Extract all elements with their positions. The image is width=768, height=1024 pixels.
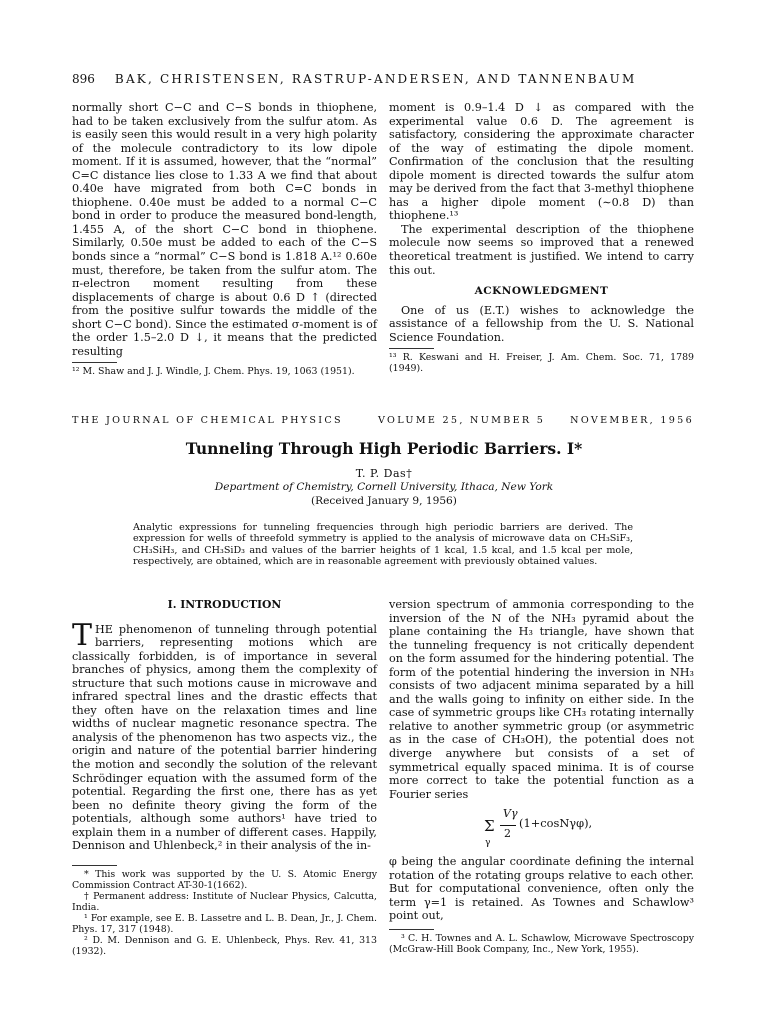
running-head-authors: BAK, CHRISTENSEN, RASTRUP-ANDERSEN, AND TANNENBAUM xyxy=(114,72,637,86)
equation-fraction-bar xyxy=(500,825,516,826)
journal-info-line xyxy=(72,415,694,426)
article-right-column xyxy=(389,598,694,955)
page-number: 896 xyxy=(72,72,95,86)
article-abstract: Analytic expressions for tunneling frequencies through high periodic barriers are derived. The expression for wells of threefold symmetry is applied to the analysis of microwave data on CH₃SiF₃, CH₃SiH₃, and CH₃SiD₃ and values of the barrier heights of 1 kcal, 1.5 kcal, and 1.5 kcal per mole, respectively, are obtained, which are in reasonable agreement with previously obtained values. xyxy=(133,522,633,568)
footnote-13: ¹³ R. Keswani and H. Freiser, J. Am. Chem. Soc. 71, 1789 (1949). xyxy=(389,352,694,375)
intro-paragraph-container xyxy=(72,617,377,853)
footnote-2: ² D. M. Dennison and G. E. Uhlenbeck, Phys. Rev. 41, 313 (1932). xyxy=(72,934,377,957)
footnote-12: ¹² M. Shaw and J. J. Windle, J. Chem. Phys. 19, 1063 (1951). xyxy=(72,366,355,378)
fourier-equation xyxy=(389,807,694,849)
journal-name: THE JOURNAL OF CHEMICAL PHYSICS xyxy=(72,415,343,426)
journal-volume: VOLUME 25, NUMBER 5 xyxy=(378,415,546,426)
section-heading: I. INTRODUCTION xyxy=(167,598,282,611)
equation-numerator: Vγ xyxy=(503,807,518,821)
article-right-paragraph-1: version spectrum of ammonia corresponding to the inversion of the N of the NH₃ pyramid about the plane containing the H₃ triangle, have shown that the tunneling frequency is not critically dependent on the form assumed for the hindering potential. The form of the potential hindering the inversion in NH₃ consists of two adjacent minima separated by a hill and the walls going to infinity on either side. In the case of symmetric groups like CH₃ rotating internally relative to another symmetric group (or asymmetric as in the case of CH₃OH), the potential does not diverge anywhere but consists of a set of symmetrical equally spaced minima. It is of course more correct to take the potential function as a Fourier series xyxy=(389,598,694,801)
article-right-footnote xyxy=(389,933,694,955)
prev-article-left-paragraph: normally short C−C and C−S bonds in thiophene, had to be taken exclusively from the sulfur atom. As is easily seen this would result in a very high polarity of the molecule contradictory to its low dipole moment. If it is assumed, however, that the “normal” C=C distance lies close to 1.33 A we find that about 0.40e have migrated from both C=C bonds in thiophene. 0.40e must be added to a normal C−C bond in order to produce the measured bond-length, 1.455 A, of the short C−C bond in thiophene. Similarly, 0.50e must be added to each of the C−S bonds since a “normal” C−S bond is 1.818 A.¹² 0.60e must, therefore, be taken from the sulfur atom. The π-electron moment resulting from these displacements of charge is about 0.6 D ↑ (directed from the positive sulfur towards the middle of the short C−C bond). Since the estimated σ-moment is of the order 1.5–2.0 D ↓, it means that the predicted resulting xyxy=(72,101,377,358)
prev-article-right-paragraph-1: moment is 0.9–1.4 D ↓ as compared with the experimental value 0.6 D. The agreement is satisfactory, considering the approximate character of the way of estimating the dipole moment. Confirmation of the conclusion that the resulting dipole moment is directed towards the sulfur atom may be derived from the fact that 3-methyl thiophene has a higher dipole moment (∼0.8 D) than thiophene.¹³ xyxy=(389,101,694,223)
prev-article-left-footnote xyxy=(72,366,377,377)
article-affiliation: Department of Chemistry, Cornell University, Ithaca, New York xyxy=(214,481,554,493)
footnote-rule xyxy=(389,348,434,349)
prev-article-right-footnote xyxy=(389,352,694,374)
article-title: Tunneling Through High Periodic Barriers. I* xyxy=(185,439,583,458)
footnote-rule xyxy=(72,865,117,866)
acknowledgment-heading: ACKNOWLEDGMENT xyxy=(474,285,609,298)
prev-article-right-paragraph-2: The experimental description of the thiophene molecule now seems so improved that a renewed theoretical treatment is justified. We intend to carry this out. xyxy=(389,222,694,277)
footnote-star: * This work was supported by the U. S. Atomic Energy Commission Contract AT-30-1(1662). xyxy=(72,868,377,891)
equation-sum-index: γ xyxy=(485,838,491,849)
footnote-dagger: † Permanent address: Institute of Nuclear Physics, Calcutta, India. xyxy=(72,890,377,913)
article-left-column xyxy=(72,598,377,957)
footnote-rule xyxy=(389,929,434,930)
equation-body: (1+cosNγφ), xyxy=(519,816,593,831)
article-author: T. P. Das† xyxy=(355,467,413,480)
equation-denominator: 2 xyxy=(504,827,511,841)
equation-sum-symbol: Σ xyxy=(484,817,495,836)
acknowledgment-text: One of us (E.T.) wishes to acknowledge the assistance of a fellowship from the U. S. National Science Foundation. xyxy=(389,303,694,344)
footnote-3: ³ C. H. Townes and A. L. Schawlow, Microwave Spectroscopy (McGraw-Hill Book Company, Inc., New York, 1955). xyxy=(389,932,694,955)
intro-paragraph: HE phenomenon of tunneling through potential barriers, representing motions which are classically forbidden, is of importance in several branches of physics, among them the complexity of structure that such motions cause in microwave and infrared spectral lines and the drastic effects that they often have on the relaxation times and line widths of nuclear magnetic resonance spectra. The analysis of the phenomenon has two aspects viz., the origin and nature of the potential barrier hindering the motion and secondly the solution of the relevant Schrödinger equation with the assumed form of the potential. Regarding the first one, there has as yet been no definite theory giving the form of the potentials, although some authors¹ have tried to explain them in a number of different cases. Happily, Dennison and Uhlenbeck,² in their analysis of the in- xyxy=(72,622,377,853)
footnote-1: ¹ For example, see E. B. Lassetre and L. B. Dean, Jr., J. Chem. Phys. 17, 317 (1948). xyxy=(72,912,377,935)
prev-article-left-column xyxy=(72,101,377,377)
article-received-date: (Received January 9, 1956) xyxy=(311,495,457,507)
footnote-rule xyxy=(72,362,117,363)
article-right-paragraph-2: φ being the angular coordinate defining the internal rotation of the rotating groups relative to each other. But for computational convenience, often only the term γ=1 is retained. As Townes and Schawlow³ point out, xyxy=(389,855,694,923)
running-head xyxy=(72,72,636,86)
article-left-footnotes xyxy=(72,869,377,957)
prev-article-right-column xyxy=(389,101,694,374)
drop-cap: T xyxy=(72,617,93,653)
journal-date: NOVEMBER, 1956 xyxy=(570,415,694,426)
